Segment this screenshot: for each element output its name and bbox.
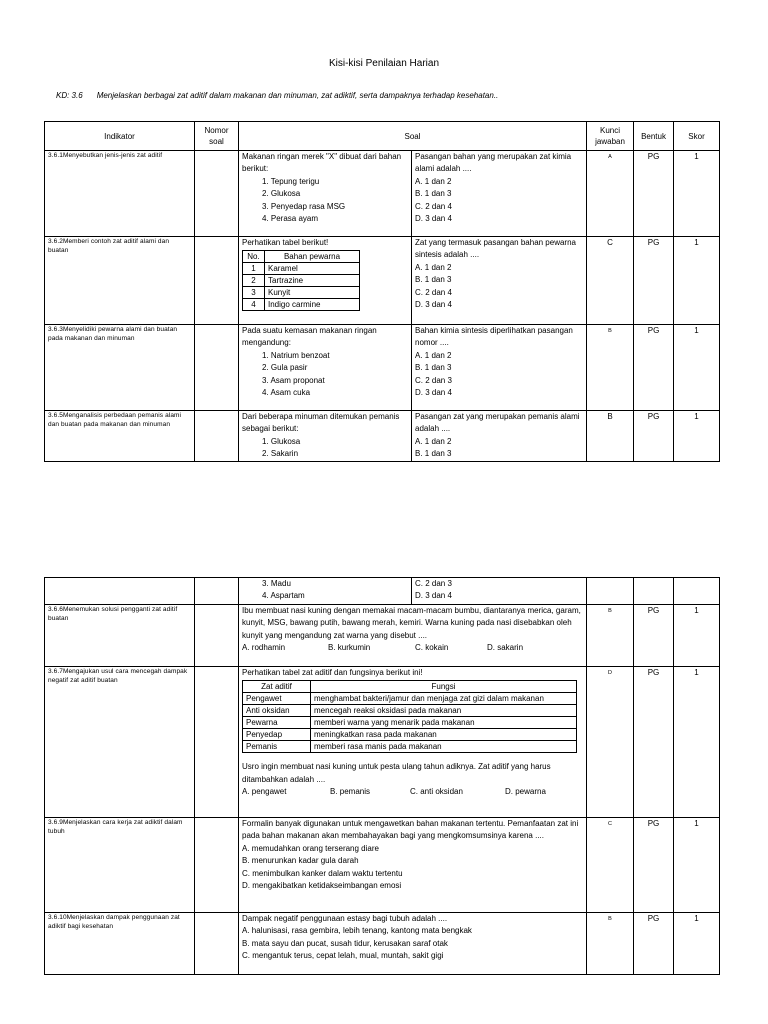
bentuk-cell: PG	[634, 667, 674, 818]
header-bentuk: Bentuk	[634, 122, 674, 151]
nomor-cell	[195, 325, 239, 411]
option: A. halunisasi, rasa gembira, lebih tenang, kantong mata bengkak	[242, 926, 472, 936]
kunci-cell: B	[587, 411, 634, 462]
list-item: 2. Glukosa	[262, 189, 301, 199]
skor-cell	[674, 578, 720, 605]
list-item: 1. Tepung terigu	[262, 176, 320, 186]
list-item: 4. Perasa ayam	[262, 214, 319, 224]
skor-cell: 1	[674, 237, 720, 325]
option: D. mengakibatkan ketidakseimbangan emosi	[242, 881, 402, 891]
option: A. 1 dan 2	[415, 262, 452, 272]
option: B. 1 dan 3	[415, 189, 452, 199]
kd-label: KD: 3.6	[56, 91, 83, 100]
soal-cell: Dari beberapa minuman ditemukan pemanis sebagai berikut: 1. Glukosa 2. Sakarin	[239, 411, 412, 462]
table-row	[45, 578, 720, 605]
nomor-cell	[195, 578, 239, 605]
soal-cell: Dampak negatif penggunaan estasy bagi tubuh adalah .... A. halunisasi, rasa gembira, lebih tenang, kantong mata bengkak B. mata sayu dan pucat, susah tidur, kerusakan saraf otak C. mengantuk terus, cepat lelah, mual, muntah, sakit gigi	[239, 913, 587, 975]
option: B. 1 dan 3	[415, 275, 452, 285]
indikator-cell: 3.6.3Menyelidiki pewarna alami dan buatan pada makanan dan minuman	[45, 325, 195, 411]
kunci-cell: B	[587, 325, 634, 411]
option: B. pemanis	[330, 787, 371, 797]
option: A. 1 dan 2	[415, 176, 452, 186]
nomor-cell	[195, 818, 239, 913]
table-row	[45, 151, 720, 237]
bentuk-cell: PG	[634, 605, 674, 667]
nomor-cell	[195, 237, 239, 325]
kd-line	[56, 91, 736, 100]
bentuk-cell: PG	[634, 151, 674, 237]
bentuk-cell: PG	[634, 237, 674, 325]
bentuk-cell: PG	[634, 325, 674, 411]
soal-cell-2: Pasangan bahan yang merupakan zat kimia alami adalah .... A. 1 dan 2 B. 1 dan 3 C. 2 dan 4 D. 3 dan 4	[412, 151, 587, 237]
option: D. 3 dan 4	[415, 388, 452, 398]
soal-cell: Pada suatu kemasan makanan ringan mengandung: 1. Natrium benzoat 2. Gula pasir 3. Asam proponat 4. Asam cuka	[239, 325, 412, 411]
option: C. 2 dan 3	[415, 579, 452, 588]
skor-cell: 1	[674, 325, 720, 411]
table-row	[45, 818, 720, 913]
soal-cell: Perhatikan tabel berikut! No. Bahan pewarna 1 Karamel 2 Tartrazine 3 Kunyit 4 Indigo carmine	[239, 237, 412, 325]
option: A. memudahkan orang terserang diare	[242, 843, 379, 853]
kd-text: Menjelaskan berbagai zat aditif dalam makanan dan minuman, zat adiktif, serta dampaknya terhadap kesehatan..	[96, 91, 499, 100]
soal-cell: Makanan ringan merek "X" dibuat dari bahan berikut: 1. Tepung terigu 2. Glukosa 3. Penyedap rasa MSG 4. Perasa ayam	[239, 151, 412, 237]
option: C. 2 dan 4	[415, 287, 452, 297]
skor-cell: 1	[674, 411, 720, 462]
list-item: 4. Asam cuka	[262, 388, 311, 398]
indikator-cell: 3.6.6Menemukan solusi pengganti zat aditif buatan	[45, 605, 195, 667]
assessment-table-2	[44, 577, 720, 975]
soal-cell: Ibu membuat nasi kuning dengan memakai macam-macam bumbu, diantaranya merica, garam, kunyit, MSG, bawang putih, bawang merah, kemiri. Warna kuning pada nasi disebabkan oleh kunyit yang mengandung zat warna yang disebut .... A. rodhamin B. kurkumin C. kokain D. sakarin	[239, 605, 587, 667]
option: A. pengawet	[242, 787, 287, 797]
kunci-cell: B	[587, 605, 634, 667]
option: B. menurunkan kadar gula darah	[242, 856, 359, 866]
option: D. 3 dan 4	[415, 214, 452, 224]
soal-cell-2: Zat yang termasuk pasangan bahan pewarna sintesis adalah .... A. 1 dan 2 B. 1 dan 3 C. 2 dan 4 D. 3 dan 4	[412, 237, 587, 325]
option: D. 3 dan 4	[415, 591, 452, 601]
bentuk-cell	[634, 578, 674, 605]
nomor-cell	[195, 411, 239, 462]
list-item: 3. Asam proponat	[262, 375, 325, 385]
header-soal: Soal	[239, 122, 587, 151]
bentuk-cell: PG	[634, 818, 674, 913]
header-kunci: Kunci jawaban	[587, 122, 634, 151]
option: D. sakarin	[487, 643, 524, 653]
indikator-cell: 3.6.7Mengajukan usul cara mencegah dampak negatif zat aditif buatan	[45, 667, 195, 818]
bentuk-cell: PG	[634, 913, 674, 975]
option: C. mengantuk terus, cepat lelah, mual, muntah, sakit gigi	[242, 951, 444, 961]
kunci-cell: A	[587, 151, 634, 237]
option: C. menimbulkan kanker dalam waktu tertentu	[242, 868, 403, 878]
option: D. 3 dan 4	[415, 300, 452, 310]
indikator-cell: 3.6.2Memberi contoh zat aditif alami dan buatan	[45, 237, 195, 325]
list-item: 1. Natrium benzoat	[262, 350, 330, 360]
option: C. anti oksidan	[410, 787, 463, 797]
nomor-cell	[195, 667, 239, 818]
soal-cell-2: Pasangan zat yang merupakan pemanis alami adalah .... A. 1 dan 2 B. 1 dan 3	[412, 411, 587, 462]
kunci-cell: D	[587, 667, 634, 818]
nomor-cell	[195, 151, 239, 237]
bentuk-cell: PG	[634, 411, 674, 462]
list-item: 4. Aspartam	[262, 591, 305, 601]
option: B. kurkumin	[328, 643, 371, 653]
assessment-table-1	[44, 121, 720, 462]
soal-cell: Perhatikan tabel zat aditif dan fungsinya berikut ini! Zat aditif Fungsi Pengawet menghambat bakteri/jamur dan menjaga zat gizi dalam makanan Anti oksidan mencegah reaksi oksidasi pada makanan Pewarna memberi warna yang menarik pada makanan Penyedap meningkatkan rasa pada makanan Pemanis memberi rasa manis pada makanan Usro ingin membuat nasi kuning untuk pesta ulang tahun adiknya. Zat aditif yang harus ditambahkan adalah .... A. pengawet B. pemanis C. anti oksidan D. pewarna	[239, 667, 587, 818]
skor-cell: 1	[674, 151, 720, 237]
aditif-table: Zat aditif Fungsi Pengawet menghambat bakteri/jamur dan menjaga zat gizi dalam makanan Anti oksidan mencegah reaksi oksidasi pada makanan Pewarna memberi warna yang menarik pada makanan Penyedap meningkatkan rasa pada makanan Pemanis memberi rasa manis pada makanan	[242, 680, 577, 753]
option: A. 1 dan 2	[415, 350, 452, 360]
table-row	[45, 325, 720, 411]
indikator-cell: 3.6.10Menjelaskan dampak penggunaan zat adiktif bagi kesehatan	[45, 913, 195, 975]
indikator-cell: 3.6.9Menjelaskan cara kerja zat adiktif dalam tubuh	[45, 818, 195, 913]
list-item: 3. Madu	[262, 579, 291, 588]
soal-cell-2	[412, 578, 587, 605]
indikator-cell: 3.6.5Menganalisis perbedaan pemanis alami dan buatan pada makanan dan minuman	[45, 411, 195, 462]
option: A. rodhamin	[242, 643, 286, 653]
list-item: 3. Penyedap rasa MSG	[262, 201, 346, 211]
soal-cell: Formalin banyak digunakan untuk mengawetkan bahan makanan tertentu. Pemanfaatan zat ini pada bahan makanan akan membahayakan bagi yang mengkomsumsinya karena .... A. memudahkan orang terserang diare B. menurunkan kadar gula darah C. menimbulkan kanker dalam waktu tertentu D. mengakibatkan ketidakseimbangan emosi	[239, 818, 587, 913]
skor-cell: 1	[674, 667, 720, 818]
pewarna-table: No. Bahan pewarna 1 Karamel 2 Tartrazine 3 Kunyit 4 Indigo carmine	[242, 250, 360, 311]
list-item: 2. Gula pasir	[262, 363, 308, 373]
table-row	[45, 605, 720, 667]
header-nomor-soal: Nomor soal	[195, 122, 239, 151]
header-indikator: Indikator	[45, 122, 195, 151]
table-row	[45, 667, 720, 818]
page-title: Kisi-kisi Penilaian Harian	[328, 58, 440, 69]
table-row	[45, 237, 720, 325]
kunci-cell: B	[587, 913, 634, 975]
skor-cell: 1	[674, 913, 720, 975]
option: B. 1 dan 3	[415, 449, 452, 459]
soal-cell-2: Bahan kimia sintesis diperlihatkan pasangan nomor .... A. 1 dan 2 B. 1 dan 3 C. 2 dan 3 D. 3 dan 4	[412, 325, 587, 411]
indikator-cell	[45, 578, 195, 605]
header-skor: Skor	[674, 122, 720, 151]
kunci-cell: C	[587, 237, 634, 325]
option: B. mata sayu dan pucat, susah tidur, kerusakan saraf otak	[242, 938, 448, 948]
nomor-cell	[195, 605, 239, 667]
kunci-cell: C	[587, 818, 634, 913]
list-item: 2. Sakarin	[262, 449, 299, 459]
option: B. 1 dan 3	[415, 363, 452, 373]
table-row	[45, 411, 720, 462]
option: C. 2 dan 4	[415, 201, 452, 211]
nomor-cell	[195, 913, 239, 975]
kunci-cell	[587, 578, 634, 605]
indikator-cell: 3.6.1Menyebutkan jenis-jenis zat aditif	[45, 151, 195, 237]
option: A. 1 dan 2	[415, 436, 452, 446]
table-row	[45, 913, 720, 975]
skor-cell: 1	[674, 605, 720, 667]
option: C. kokain	[415, 643, 449, 653]
option: C. 2 dan 3	[415, 375, 452, 385]
soal-cell	[239, 578, 412, 605]
skor-cell: 1	[674, 818, 720, 913]
list-item: 1. Glukosa	[262, 436, 301, 446]
option: D. pewarna	[505, 787, 546, 797]
